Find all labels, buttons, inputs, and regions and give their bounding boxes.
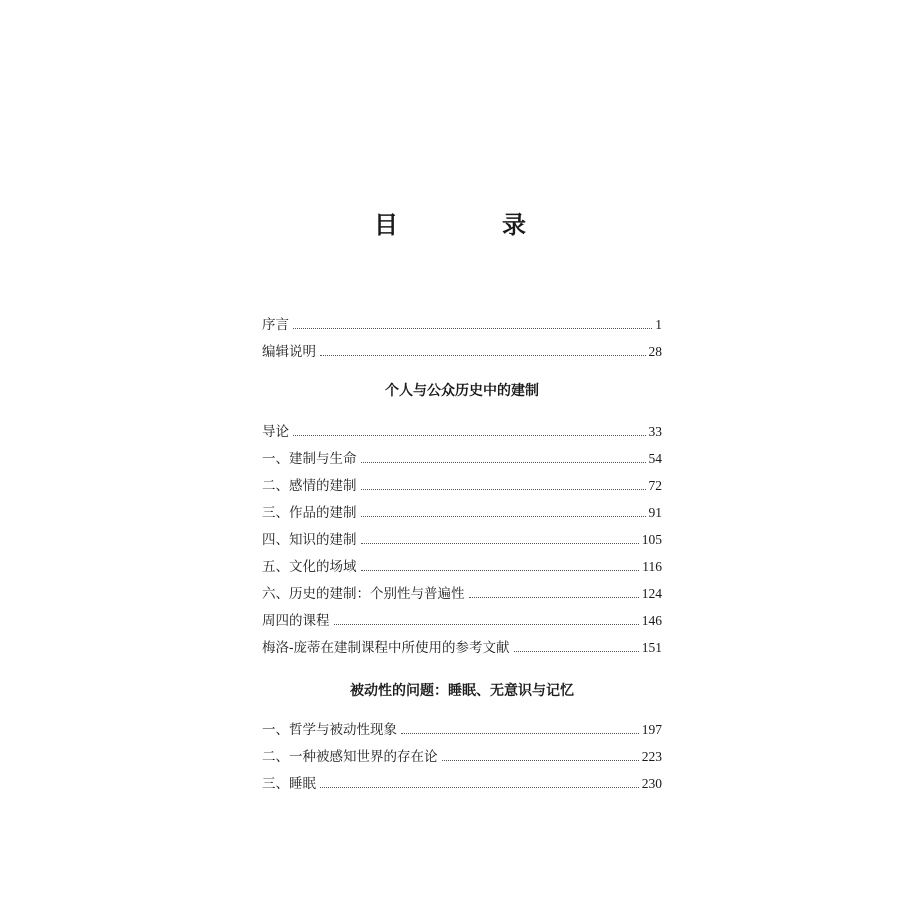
dot-leader xyxy=(361,515,646,517)
toc-entry-label: 一、哲学与被动性现象 xyxy=(262,722,397,738)
dot-leader xyxy=(361,488,646,490)
toc-entry-label: 编辑说明 xyxy=(262,344,316,360)
toc-entry-page: 28 xyxy=(648,344,662,359)
dot-leader xyxy=(442,759,639,761)
toc-entry[interactable] xyxy=(262,712,662,739)
dot-leader xyxy=(361,461,646,463)
dot-leader xyxy=(293,434,646,436)
section-heading: 个人与公众历史中的建制 xyxy=(385,383,539,399)
dot-leader xyxy=(361,569,640,571)
toc-entry[interactable] xyxy=(262,630,662,657)
toc-entry-page: 124 xyxy=(641,586,662,601)
front-matter-list xyxy=(262,307,662,361)
toc-entry[interactable] xyxy=(262,549,662,576)
dot-leader xyxy=(361,542,639,544)
toc-entry-label: 一、建制与生命 xyxy=(262,451,357,467)
toc-entry-page: 91 xyxy=(648,505,662,520)
toc-entry-page: 197 xyxy=(641,722,662,737)
toc-entry-label: 五、文化的场域 xyxy=(262,559,357,575)
dot-leader xyxy=(320,354,646,356)
toc-entry[interactable] xyxy=(262,307,662,334)
toc-entry[interactable] xyxy=(262,441,662,468)
toc-entry-page: 146 xyxy=(641,613,662,628)
toc-entry-label: 四、知识的建制 xyxy=(262,532,357,548)
part-1-list xyxy=(262,414,662,657)
toc-entry-page: 116 xyxy=(642,559,662,574)
toc-entry-page: 223 xyxy=(641,749,662,764)
toc-entry-label: 导论 xyxy=(262,424,289,440)
dot-leader xyxy=(320,786,639,788)
dot-leader xyxy=(514,650,639,652)
toc-entry[interactable] xyxy=(262,334,662,361)
toc-entry-label: 二、感情的建制 xyxy=(262,478,357,494)
toc-entry-page: 151 xyxy=(641,640,662,655)
toc-entry-page: 230 xyxy=(641,776,662,791)
toc-entry-page: 54 xyxy=(648,451,662,466)
toc-entry[interactable] xyxy=(262,603,662,630)
toc-entry[interactable] xyxy=(262,495,662,522)
toc-entry-page: 105 xyxy=(641,532,662,547)
toc-entry-label: 梅洛-庞蒂在建制课程中所使用的参考文献 xyxy=(262,640,510,656)
dot-leader xyxy=(334,623,639,625)
toc-entry-label: 三、作品的建制 xyxy=(262,505,357,521)
toc-entry[interactable] xyxy=(262,468,662,495)
page-title: 目 录 xyxy=(374,211,566,239)
toc-entry-label: 周四的课程 xyxy=(262,613,330,629)
toc-entry-page: 1 xyxy=(655,317,662,332)
dot-leader xyxy=(469,596,639,598)
dot-leader xyxy=(293,327,652,329)
toc-entry-label: 二、一种被感知世界的存在论 xyxy=(262,749,438,765)
toc-entry-label: 六、历史的建制：个别性与普遍性 xyxy=(262,586,465,602)
toc-entry-page: 33 xyxy=(648,424,662,439)
part-2-list xyxy=(262,712,662,793)
toc-entry-label: 三、睡眠 xyxy=(262,776,316,792)
toc-entry[interactable] xyxy=(262,414,662,441)
toc-entry[interactable] xyxy=(262,739,662,766)
toc-entry[interactable] xyxy=(262,576,662,603)
toc-entry-page: 72 xyxy=(648,478,662,493)
toc-entry-label: 序言 xyxy=(262,317,289,333)
dot-leader xyxy=(401,732,639,734)
toc-entry[interactable] xyxy=(262,766,662,793)
section-heading: 被动性的问题：睡眠、无意识与记忆 xyxy=(350,683,574,699)
toc-entry[interactable] xyxy=(262,522,662,549)
